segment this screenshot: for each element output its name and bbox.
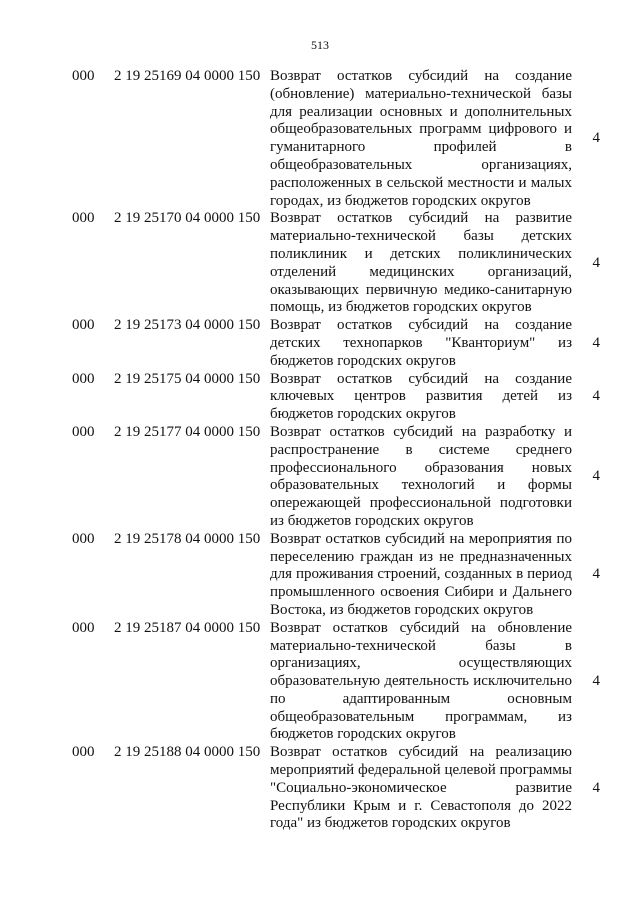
- admin-code: 000: [72, 530, 95, 547]
- row-value: 4: [592, 779, 600, 796]
- table-row: [72, 68, 612, 210]
- table-row: [72, 371, 612, 424]
- admin-code: 000: [72, 68, 95, 84]
- classification-code: 2 19 25178 04 0000 150: [114, 530, 261, 547]
- row-value: 4: [592, 254, 600, 271]
- classification-code: 2 19 25173 04 0000 150: [114, 317, 261, 334]
- table-row: [72, 210, 612, 317]
- table-row: [72, 317, 612, 370]
- admin-code: 000: [72, 619, 95, 636]
- admin-code: 000: [72, 210, 95, 227]
- classification-table: [72, 68, 612, 833]
- classification-code: 2 19 25177 04 0000 150: [114, 423, 261, 440]
- table-row: [72, 744, 612, 833]
- classification-code: 2 19 25175 04 0000 150: [114, 370, 261, 387]
- classification-code: 2 19 25170 04 0000 150: [114, 210, 261, 227]
- page-number: 513: [311, 38, 329, 52]
- row-description: Возврат остатков субсидий на реализацию мероприятий федеральной целевой программы "Социально-экономическое развитие Республики Крым и г. Севастополя до 2022 года" из бюджетов городских округов: [270, 744, 572, 832]
- admin-code: 000: [72, 370, 95, 387]
- admin-code: 000: [72, 317, 95, 334]
- row-value: 4: [592, 130, 600, 147]
- admin-code: 000: [72, 744, 95, 761]
- classification-code: 2 19 25169 04 0000 150: [114, 68, 261, 84]
- classification-code: 2 19 25187 04 0000 150: [114, 619, 261, 636]
- row-description: Возврат остатков субсидий на развитие материально-технической базы детских поликлиник и детских поликлинических отделений медицинских организаций, оказывающих первичную медико-санитарную помощь, из бюджетов городских округов: [270, 210, 572, 316]
- table-row: [72, 620, 612, 745]
- row-value: 4: [592, 673, 600, 690]
- row-description: Возврат остатков субсидий на создание детских технопарков "Кванториум" из бюджетов городских округов: [270, 317, 572, 369]
- row-description: Возврат остатков субсидий на мероприятия по переселению граждан из не предназначенных для проживания строений, созданных в период промышленного освоения Сибири и Дальнего Востока, из бюджетов городских округов: [270, 530, 572, 618]
- row-description: Возврат остатков субсидий на разработку и распространение в системе среднего профессионального образования новых образовательных технологий и формы опережающей профессиональной подготовки из бюджетов городских округов: [270, 423, 572, 529]
- row-value: 4: [592, 388, 600, 405]
- row-value: 4: [592, 566, 600, 583]
- table-row: [72, 424, 612, 531]
- table-row: [72, 531, 612, 620]
- row-description: Возврат остатков субсидий на создание ключевых центров развития детей из бюджетов городских округов: [270, 370, 572, 423]
- row-description: Возврат остатков субсидий на обновление материально-технической базы в организациях, осуществляющих образовательную деятельность исключительно по адаптированным основным общеобразовательным программам, из бюджетов городских округов: [270, 619, 572, 743]
- row-description: Возврат остатков субсидий на создание (обновление) материально-технической базы для реализации основных и дополнительных общеобразовательных программ цифрового и гуманитарного профилей в общеобразовательных организациях, расположенных в сельской местности и малых городах, из бюджетов городских округов: [270, 68, 572, 209]
- row-value: 4: [592, 334, 600, 351]
- row-value: 4: [592, 468, 600, 485]
- admin-code: 000: [72, 423, 95, 440]
- classification-code: 2 19 25188 04 0000 150: [114, 744, 261, 761]
